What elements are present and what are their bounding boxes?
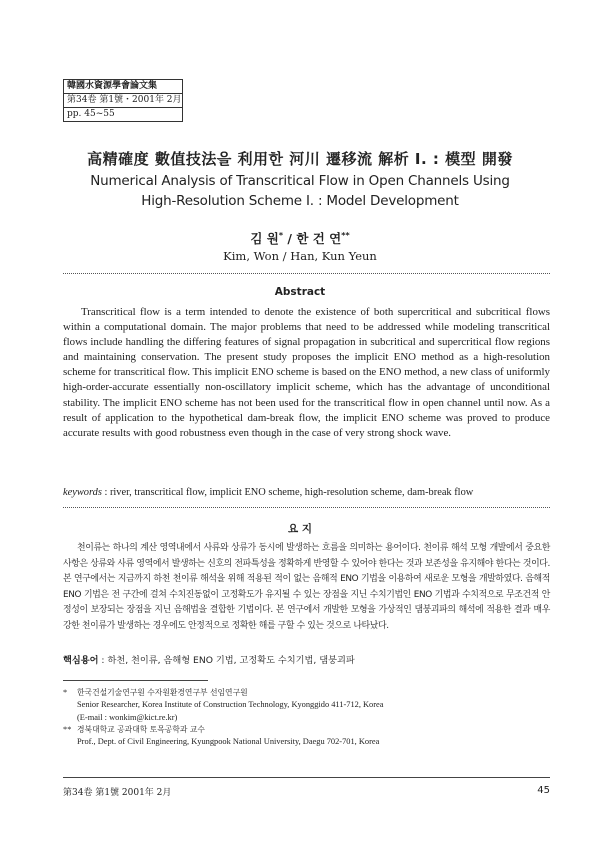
korean-summary-heading: 요 지 — [288, 523, 312, 535]
footer-issue: 第34卷 第1號 2001年 2月 — [63, 788, 172, 798]
author2-korean: 한 건 연 — [296, 231, 342, 246]
footnotes — [63, 687, 550, 748]
footnote-2-mark: ** — [63, 724, 72, 734]
footnote-2-line1: 경북대학교 공과대학 토목공학과 교수 — [77, 724, 205, 734]
korean-summary-body: 천이류는 하나의 계산 영역내에서 사류와 상류가 동시에 발생하는 흐름을 의미하는 용어이다. 천이류 해석 모형 개발에서 중요한 사항은 상류와 사류 영역에서 발생하는 신호의 전파특성을 정확하게 반영할 수 있어야 한다는 것과 보존성을 유지해야 한다는 것이다. 본 연구에서는 지금까지 하천 천이류 해석을 위해 적용된 적이 없는 음해적 ENO 기법을 이용하여 새로운 모형을 개발하였다. 음해적 ENO 기법은 전 구간에 걸쳐 수치진동없이 고정확도가 유지될 수 있는 장점을 지닌 수치기법인 ENO 기법과 수치적으로 무조건적 안정성이 보장되는 장점을 지닌 음해법을 결합한 기법이다. 본 연구에서 개발한 모형을 가상적인 댐붕괴파의 해석에 적용한 결과 매우 강한 천이류가 발생하는 경우에도 안정적으로 정확한 해를 구할 수 있는 것으로 나타났다. — [63, 543, 550, 631]
page-number: 45 — [537, 785, 550, 796]
footnote-1 — [63, 687, 550, 724]
title-english-line1: Numerical Analysis of Transcritical Flow in Open Channels Using — [90, 173, 510, 189]
journal-issue: 第34卷 第1號・2001年 2月 — [64, 93, 182, 107]
title-english — [0, 171, 600, 211]
title-korean: 高精確度 數值技法을 利用한 河川 遷移流 解析 Ⅰ. : 模型 開發 — [87, 150, 513, 168]
korean-keywords-list: : 하천, 천이류, 음해형 ENO 기법, 고정확도 수치기법, 댐붕괴파 — [98, 655, 355, 666]
abstract-keywords — [63, 486, 550, 500]
keywords-list: : river, transcritical flow, implicit ENO scheme, high-resolution scheme, dam-break flow — [101, 487, 474, 498]
footnote-1-line1: 한국건설기술연구원 수자원환경연구부 선임연구원 — [77, 688, 248, 697]
footnote-2 — [63, 724, 550, 749]
author1-korean: 김 원 — [250, 231, 279, 246]
title-english-line2: High-Resolution Scheme Ⅰ. : Model Development — [141, 193, 459, 209]
journal-name: 韓國水資源學會論文集 — [67, 81, 158, 91]
footnote-1-mark: * — [63, 688, 68, 697]
author-separator: / — [283, 231, 297, 246]
divider-middle — [63, 507, 550, 508]
korean-keywords-label: 핵심용어 — [63, 655, 99, 666]
korean-keywords — [63, 654, 550, 668]
abstract-heading: Abstract — [274, 286, 326, 298]
footer-divider — [63, 777, 550, 778]
author2-mark: ** — [341, 230, 350, 240]
footnote-1-line3: (E-mail : wonkim@kict.re.kr) — [77, 712, 178, 722]
authors-korean — [0, 229, 600, 247]
footnote-1-line2: Senior Researcher, Korea Institute of Construction Technology, Kyonggido 411-712, Korea — [77, 700, 384, 710]
abstract-body: Transcritical flow is a term intended to denote the existence of both supercritical and subcritical flows within a computational domain. The major problems that need to be addressed while modeling transcritical flows include handling the differing features of signal propagation in subcritical and supercritical flow regions and maintaining conservation. The present study proposes the implicit ENO method as a high-resolution scheme for transcritical flow. This implicit ENO scheme is based on the ENO method, a new class of uniformly high-order-accurate essentially non-oscillatory implicit scheme, which has the advantage of unconditional stability. The implicit ENO scheme has not been used for the transcritical flow in open channel until now. As a result of application to the hypothetical dam-break flow, the implicit ENO scheme was proved to produce accurate results with good robustness even though in the case of very strong shock wave. — [63, 306, 550, 439]
authors-english: Kim, Won / Han, Kun Yeun — [223, 249, 377, 263]
footnote-divider — [63, 680, 208, 681]
journal-pages: pp. 45~55 — [64, 107, 182, 121]
author1-mark: * — [278, 230, 284, 240]
keywords-label: keywords — [63, 487, 102, 498]
divider-top — [63, 273, 550, 274]
journal-info-box — [63, 79, 183, 122]
footnote-2-line2: Prof., Dept. of Civil Engineering, Kyungpook National University, Daegu 702-701, Korea — [77, 737, 380, 747]
